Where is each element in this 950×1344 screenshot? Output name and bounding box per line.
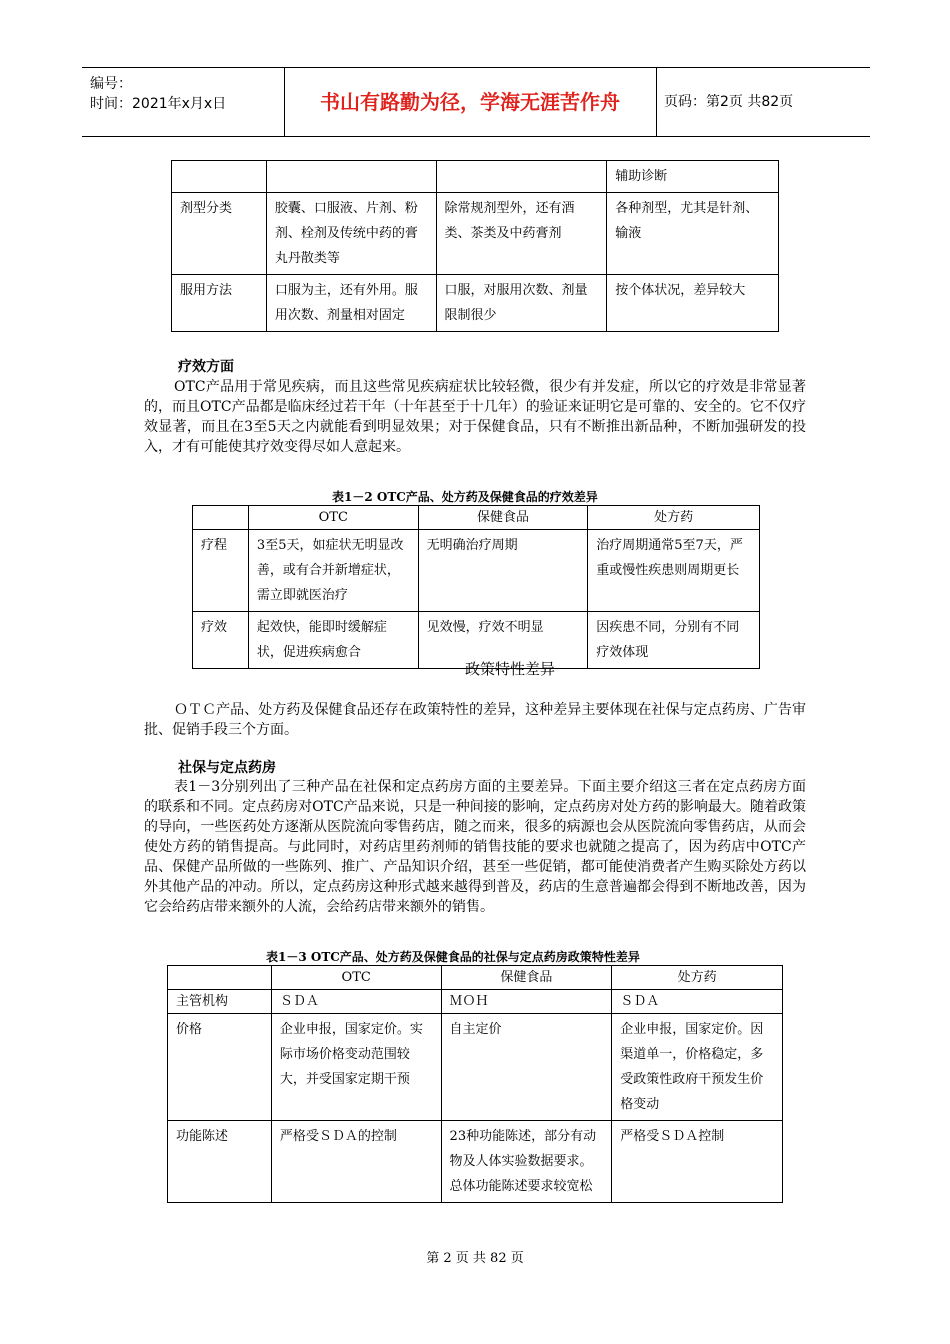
table-cell: 口服，对服用次数、剂量限制很少 — [436, 275, 607, 332]
table-header-row — [168, 966, 783, 990]
policy-paragraph: ＯＴＣ产品、处方药及保健食品还存在政策特性的差异，这种差异主要体现在社保与定点药房、广告审批、促销手段三个方面。 — [144, 702, 806, 738]
table-cell: 治疗周期通常5至7天，严重或慢性疾患则周期更长 — [588, 530, 760, 612]
table-row — [168, 1121, 783, 1203]
table-cell: ＳＤＡ — [271, 990, 441, 1014]
table-cell: 自主定价 — [441, 1014, 612, 1121]
table-cell — [266, 161, 436, 193]
header-number: 编号： — [90, 76, 132, 92]
efficacy-heading: 疗效方面 — [178, 359, 234, 375]
table-cell: 辅助诊断 — [607, 161, 779, 193]
table3-caption: 表1－3 OTC产品、处方药及保健食品的社保与定点药房政策特性差异 — [266, 950, 640, 964]
table-row — [193, 530, 760, 612]
table-cell: 3至5天，如症状无明显改善，或有合并新增症状，需立即就医治疗 — [248, 530, 418, 612]
policy-heading: 政策特性差异 — [464, 660, 555, 678]
table-cell: 企业申报，国家定价。实际市场价格变动范围较大，并受国家定期干预 — [271, 1014, 441, 1121]
table-header-row — [193, 506, 760, 530]
header-motto: 书山有路勤为径，学海无涯苦作舟 — [320, 90, 620, 114]
table-cell: ＭＯＨ — [441, 990, 612, 1014]
table-cell: 按个体状况，差异较大 — [607, 275, 779, 332]
table-header-cell: 处方药 — [612, 966, 783, 990]
table-cell: 疗程 — [193, 530, 249, 612]
table-cell: 严格受ＳＤＡ的控制 — [271, 1121, 441, 1203]
table-cell: 起效快，能即时缓解症状，促进疾病愈合 — [248, 612, 418, 669]
header-meta — [90, 74, 226, 114]
table-header-cell: 保健食品 — [418, 506, 588, 530]
table-cell — [436, 161, 607, 193]
header-time: 时间：2021年x月x日 — [90, 96, 227, 112]
table-cell: 严格受ＳＤＡ控制 — [612, 1121, 783, 1203]
table-cell: 剂型分类 — [172, 193, 267, 275]
table-cell: 疗效 — [193, 612, 249, 669]
table-cell: 主管机构 — [168, 990, 272, 1014]
table-efficacy — [192, 505, 760, 669]
table-dosage-usage — [171, 160, 779, 332]
social-paragraph: 表1－3分别列出了三种产品在社保和定点药房方面的主要差异。下面主要介绍这三者在定点药房方面的联系和不同。定点药房对OTC产品来说，只是一种间接的影响，定点药房对处方药的影响最大。随着政策的导向，一些医药处方逐渐从医院流向零售药店，随之而来，很多的病源也会从医院流向零售药店，从而会使处方药的销售提高。与此同时，对药店里药剂师的销售技能的要求也就随之提高了，因为药店中OTC产品、保健产品所做的一些陈列、推广、产品知识介绍，甚至一些促销，都可能使消费者产生购买除处方药以外其他产品的冲动。所以，定点药房这种形式越来越得到普及，药店的生意普遍都会得到不断地改善，因为它会给药店带来额外的人流，会给药店带来额外的销售。 — [144, 779, 806, 915]
table2-caption: 表1－2 OTC产品、处方药及保健食品的疗效差异 — [332, 490, 598, 504]
table-row — [172, 161, 779, 193]
table-cell: ＳＤＡ — [612, 990, 783, 1014]
table-cell: 口服为主，还有外用。服用次数、剂量相对固定 — [266, 275, 436, 332]
table-cell: 无明确治疗周期 — [418, 530, 588, 612]
page-header — [82, 67, 870, 137]
table-cell: 胶囊、口服液、片剂、粉剂、栓剂及传统中药的膏丸丹散类等 — [266, 193, 436, 275]
table-cell: 除常规剂型外，还有酒类、茶类及中药膏剂 — [436, 193, 607, 275]
table-header-cell: 保健食品 — [441, 966, 612, 990]
table-row — [172, 193, 779, 275]
table-cell: 服用方法 — [172, 275, 267, 332]
table-cell — [172, 161, 267, 193]
table-policy — [167, 965, 783, 1203]
table-cell: 价格 — [168, 1014, 272, 1121]
header-divider — [656, 68, 657, 136]
table-cell: 23种功能陈述，部分有动物及人体实验数据要求。总体功能陈述要求较宽松 — [441, 1121, 612, 1203]
table-cell: 见效慢，疗效不明显 — [418, 612, 588, 669]
table-cell: 各种剂型，尤其是针剂、输液 — [607, 193, 779, 275]
table-row — [172, 275, 779, 332]
social-heading: 社保与定点药房 — [178, 760, 276, 776]
table-cell: 功能陈述 — [168, 1121, 272, 1203]
header-page-number: 页码：第2页 共82页 — [664, 94, 794, 110]
table-header-cell — [193, 506, 249, 530]
table-row — [168, 1014, 783, 1121]
table-header-cell — [168, 966, 272, 990]
table-row — [168, 990, 783, 1014]
table-cell: 企业申报，国家定价。因渠道单一，价格稳定，多受政策性政府干预发生价格变动 — [612, 1014, 783, 1121]
table-header-cell: OTC — [248, 506, 418, 530]
page-footer: 第 2 页 共 82 页 — [426, 1251, 524, 1266]
table-cell: 因疾患不同，分别有不同疗效体现 — [588, 612, 760, 669]
table-header-cell: 处方药 — [588, 506, 760, 530]
table-header-cell: OTC — [271, 966, 441, 990]
efficacy-paragraph: OTC产品用于常见疾病，而且这些常见疾病症状比较轻微，很少有并发症，所以它的疗效是非常显著的，而且OTC产品都是临床经过若干年（十年甚至于十几年）的验证来证明它是可靠的、安全的。它不仅疗效显著，而且在3至5天之内就能看到明显效果；对于保健食品，只有不断推出新品种，不断加强研发的投入，才有可能使其疗效变得尽如人意起来。 — [144, 379, 806, 455]
